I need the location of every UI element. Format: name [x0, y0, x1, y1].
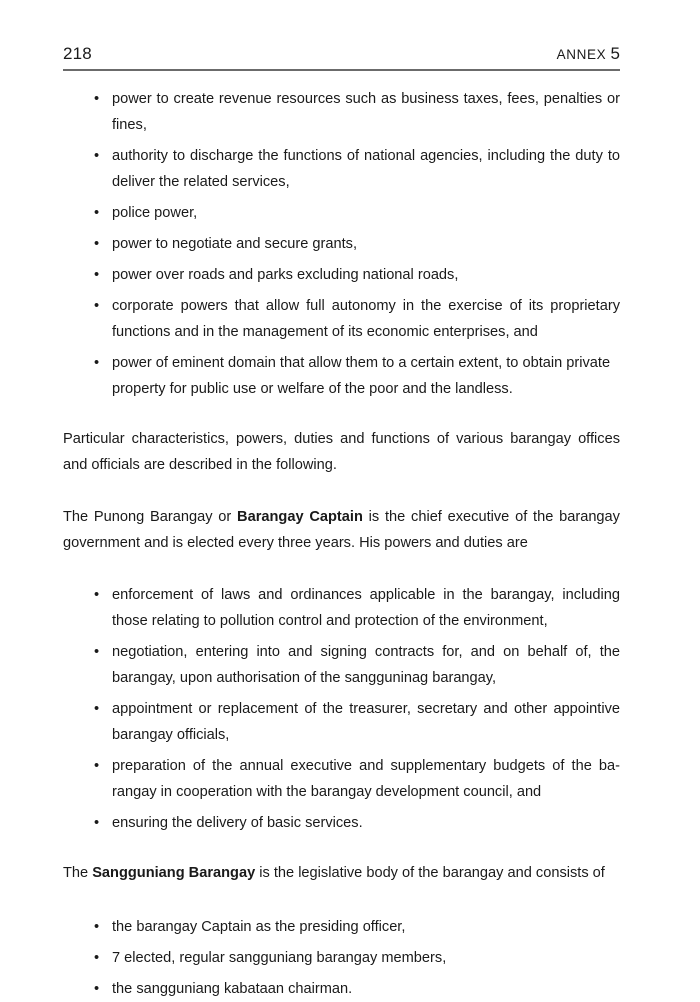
paragraph-lead: The — [63, 865, 93, 881]
spacer — [63, 478, 620, 504]
list-item — [63, 143, 620, 195]
paragraph-punong-barangay — [63, 504, 620, 556]
list-item — [63, 753, 620, 805]
list-item-text: • police power, — [112, 205, 198, 221]
paragraph-characteristics: Particular characteristics, powers, duties and functions of various barangay offices and officials are described in the following. — [63, 431, 620, 473]
spacer — [63, 836, 620, 860]
running-head-label: ANNEX — [556, 47, 607, 62]
list-item — [63, 262, 620, 288]
page-content — [63, 86, 620, 1002]
list-item-text: • power to negotiate and secure grants, — [112, 236, 358, 252]
list-item-text: • ensuring the delivery of basic services. — [112, 815, 363, 831]
page-number: 218 — [63, 44, 92, 63]
spacer — [63, 886, 620, 914]
list-item — [63, 976, 620, 1002]
running-head-number: 5 — [610, 44, 620, 63]
list-item — [63, 350, 620, 402]
list-item-text: • power to create revenue resources such as business taxes, fees, penalties or fines, — [112, 91, 620, 133]
list-item-text: • the sangguniang kabataan chairman. — [112, 981, 353, 997]
paragraph-tail: is the legislative body of the barangay and consists of — [255, 865, 605, 881]
list-item-text: • power of eminent domain that allow them to a certain extent, to obtain private property for public use or welfare of the poor and the landless. — [112, 355, 611, 397]
list-item — [63, 810, 620, 836]
list-item — [63, 86, 620, 138]
list-barangay-powers — [63, 86, 620, 402]
list-item-text: • power over roads and parks excluding national roads, — [112, 267, 459, 283]
paragraph-lead: The Punong Barangay or — [63, 509, 238, 525]
term-sangguniang-barangay: Sangguniang Barangay — [92, 865, 256, 881]
list-item-text: • preparation of the annual executive and supplementary budgets of the barangay in cooperation with the barangay development council, and — [112, 758, 620, 800]
list-item-text: • appointment or replacement of the treasurer, secretary and other appointive barangay officials, — [112, 701, 620, 743]
paragraph-sangguniang-barangay — [63, 860, 620, 886]
list-item — [63, 231, 620, 257]
running-head — [557, 44, 620, 64]
list-item-text: • the barangay Captain as the presiding officer, — [112, 919, 406, 935]
list-item-text: • 7 elected, regular sangguniang barangay members, — [112, 950, 447, 966]
spacer — [63, 402, 620, 426]
list-item — [63, 639, 620, 691]
paragraph-tail: is the chief executive of the barangay government and is elected every three years. His powers and duties are — [63, 509, 620, 551]
list-item — [63, 914, 620, 940]
list-item-text: • negotiation, entering into and signing contracts for, and on behalf of, the barangay, upon authorisation of the sangguninag barangay, — [112, 644, 620, 686]
page-header — [63, 44, 620, 71]
list-item-text: • authority to discharge the functions of national agencies, including the duty to deliver the related services, — [112, 148, 620, 190]
list-sangguniang-members — [63, 914, 620, 1002]
list-item-text: • enforcement of laws and ordinances applicable in the barangay, including those relating to pollution control and protection of the environment, — [112, 587, 620, 629]
list-item — [63, 200, 620, 226]
list-item-text: • corporate powers that allow full autonomy in the exercise of its proprietary functions and in the management of its economic enterprises, and — [112, 298, 620, 340]
list-captain-duties — [63, 582, 620, 836]
list-item — [63, 696, 620, 748]
spacer — [63, 556, 620, 582]
list-item — [63, 293, 620, 345]
list-item — [63, 945, 620, 971]
list-item — [63, 582, 620, 634]
term-barangay-captain: Barangay Captain — [237, 509, 363, 525]
